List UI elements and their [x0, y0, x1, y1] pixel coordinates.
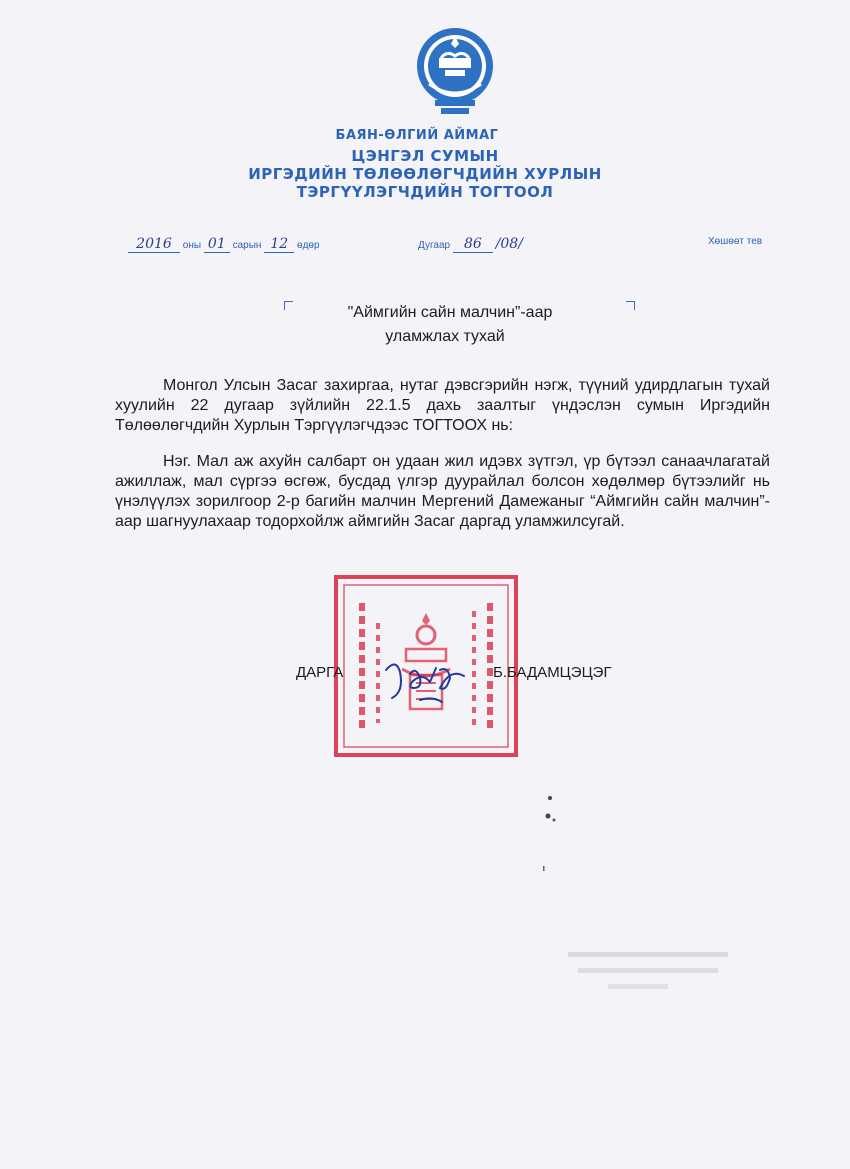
body-paragraph-1: Монгол Улсын Засаг захиргаа, нутаг дэвсгэрийн нэгж, түүний удирдлагын тухай хуулийн 22 дугаар зүйлийн 22.1.5 дахь заалтыг үндэслэн сумын Иргэдийн Төлөөлөгчдийн Хурлын Тэргүүлэгчдээс ТОГТООХ нь:	[115, 377, 770, 434]
subject-line-2: уламжлах тухай	[385, 328, 505, 345]
document-type: ТЭРГҮҮЛЭГЧДИЙН ТОГТООЛ	[296, 183, 554, 201]
year-value: 2016	[136, 236, 172, 252]
year-suffix: оны	[182, 240, 202, 251]
place-name: Хөшөөт тев	[708, 236, 763, 247]
subject-line-1: "Аймгийн сайн малчин”-аар	[347, 304, 553, 321]
handwritten-signature	[380, 650, 480, 710]
day-value: 12	[270, 236, 289, 252]
number-value: 86	[463, 236, 482, 252]
date-line	[128, 236, 320, 253]
bleed-through-text	[548, 946, 738, 1006]
sum-name: ЦЭНГЭЛ СУМЫН	[351, 147, 499, 165]
signatory-name: Б.БАДАМЦЭЦЭГ	[493, 664, 612, 681]
scan-specks	[540, 790, 570, 880]
month-value: 01	[207, 236, 226, 252]
council-name: ИРГЭДИЙН ТӨЛӨӨЛӨГЧДИЙН ХУРЛЫН	[248, 165, 602, 183]
day-suffix: өдөр	[297, 240, 320, 251]
month-suffix: сарын	[232, 240, 262, 251]
body-paragraph-2: Нэг. Мал аж ахуйн салбарт он удаан жил идэвх зүтгэл, үр бүтээл санаачлагатай ажиллаж, мал сүргээ өсгөж, бусдад үлгэр дуурайлал болсон хөдөлмөр бүтээлийг нь үнэлүүлэх зорилгоор 2-р багийн малчин Мергений Дамежаныг “Аймгийн сайн малчин”-аар шагнуулахаар тодорхойлж аймгийн Засаг даргад уламжилсугай.	[115, 453, 770, 530]
number-label: Дугаар	[418, 240, 451, 251]
signatory-role: ДАРГА	[296, 664, 344, 681]
aimag-name: БАЯН-ӨЛГИЙ АЙМАГ	[335, 128, 499, 143]
state-emblem-icon	[415, 22, 495, 122]
number-extra: /08/	[495, 236, 523, 252]
number-line	[418, 236, 523, 253]
